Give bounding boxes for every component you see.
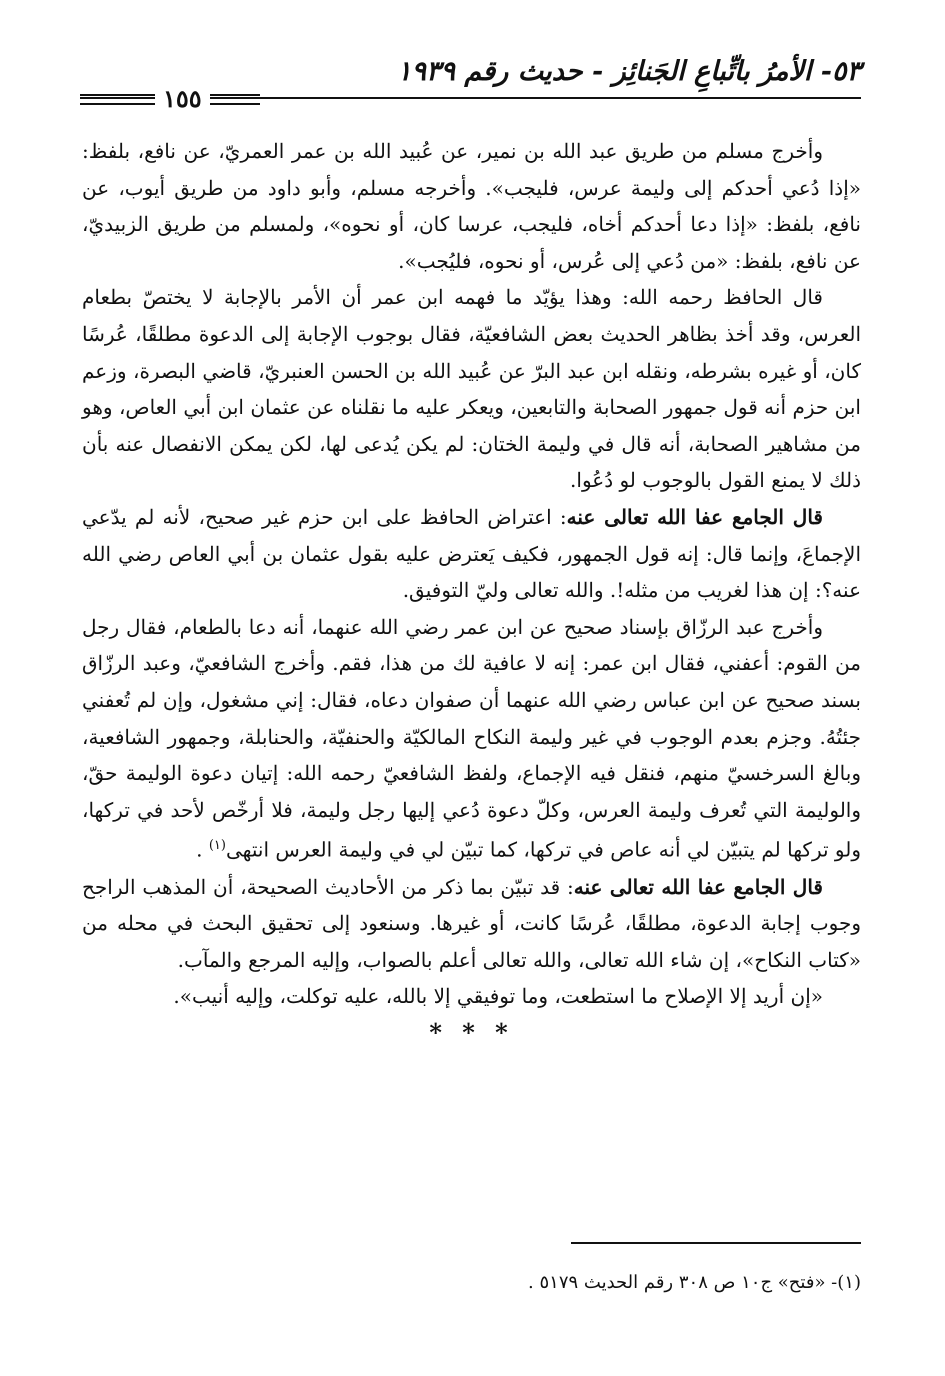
paragraph-5 — [82, 869, 861, 979]
footnote-text: (١)- «فتح» ج١٠ ص ٣٠٨ رقم الحديث ٥١٧٩ . — [528, 1272, 861, 1293]
paragraph-2 — [82, 279, 861, 499]
paragraph-2-text: قال الحافظ رحمه الله: وهذا يؤيّد ما فهمه ابن عمر أن الأمر بالإجابة لا يختصّ بطعام العرس، وقد أخذ بظاهر الحديث بعض الشافعيّة، فقال بوجوب الإجابة إلى الدعوة مطلقًا، عُرسًا كان، أو غيره بشرطه، ونقله ابن عبد البرّ عن عُبيد الله بن الحسن العنبريّ، قاضي البصرة، وزعم ابن حزم أنه قول جمهور الصحابة والتابعين، ويعكر عليه ما نقلناه عن عثمان ابن أبي العاص، وهو من مشاهير الصحابة، أنه قال في وليمة الختان: لم يكن يُدعى لها، لكن يمكن الانفصال عنه بأن ذلك لا يمنع القول بالوجوب لو دُعُوا. — [82, 285, 861, 493]
section-separator: * * * — [429, 1017, 514, 1047]
main-text — [82, 133, 861, 1049]
paragraph-4-text: وأخرج عبد الرزّاق بإسناد صحيح عن ابن عمر رضي الله عنهما، أنه دعا بالطعام، فقال رجل من القوم: أعفني، فقال ابن عمر: إنه لا عافية لك من هذا، فقم. وأخرج الشافعيّ، وعبد الرزّاق بسند صحيح عن ابن عباس رضي الله عنهما أن صفوان دعاه، فقال: إني مشغول، وإن لم تُعفني جئتُهُ. وجزم بعدم الوجوب في غير وليمة النكاح المالكيّة والحنفيّة، والحنابلة، وجمهور الشافعية، وبالغ السرخسيّ منهم، فنقل فيه الإجماع، ولفظ الشافعيّ رحمه الله: إتيان دعوة الوليمة حقّ، والوليمة التي تُعرف وليمة العرس، وكلّ دعوة دُعي إليها رجل وليمة، فلا أرخّص لأحد في تركها، ولو تركها لم يتبيّن لي أنه عاص في تركها، كما تبيّن لي في وليمة العرس انتهى — [82, 614, 862, 862]
paragraph-5-text: : قد تبيّن بما ذكر من الأحاديث الصحيحة، أن المذهب الراجح وجوب إجابة الدعوة، مطلقًا، عُرسًا كانت، أو غيرها. وسنعود إلى تحقيق البحث في محله من «كتاب النكاح»، إن شاء الله تعالى، والله تعالى أعلم بالصواب، وإليه المرجع والمآب. — [82, 874, 861, 972]
paragraph-5-heading: قال الجامع عفا الله تعالى عنه — [573, 874, 823, 899]
paragraph-1 — [82, 133, 861, 279]
running-header — [80, 56, 861, 113]
paragraph-4: وأخرج عبد الرزّاق بإسناد صحيح عن ابن عمر رضي الله عنهما، أنه دعا بالطعام، فقال رجل من القوم: أعفني، فقال ابن عمر: إنه لا عافية لك من هذا، فقم. وأخرج الشافعيّ، وعبد الرزّاق بسند صحيح عن ابن عباس رضي الله عنهما أن صفوان دعاه، فقال: إني مشغول، وإن لم تُعفني جئتُهُ. وجزم بعدم الوجوب في غير وليمة النكاح المالكيّة والحنفيّة، والحنابلة، وجمهور الشافعية، وبالغ السرخسيّ منهم، فنقل فيه الإجماع، ولفظ الشافعيّ رحمه الله: إتيان دعوة الوليمة حقّ، والوليمة التي تُعرف وليمة العرس، وكلّ دعوة دُعي إليها رجل وليمة، فلا أرخّص لأحد في تركها، ولو تركها لم يتبيّن لي أنه عاص في تركها، كما تبيّن لي في وليمة العرس انتهى$^{(١)}$ . — [82, 614, 862, 862]
paragraph-3 — [82, 499, 861, 609]
paragraph-3-heading: قال الجامع عفا الله تعالى عنه — [566, 504, 823, 529]
page-number-rule-left — [80, 94, 155, 105]
chapter-title: ٥٣- الأمرُ باتِّباعِ الجَنائِز - حديث رقم ١٩٣٩ — [397, 56, 861, 87]
page-number: ١٥٥ — [155, 89, 210, 109]
paragraph-6 — [82, 978, 861, 1015]
footnote-marker[interactable]: (١) — [208, 838, 226, 854]
page-number-rule-right — [210, 94, 260, 105]
paragraph-6-text: «إن أريد إلا الإصلاح ما استطعت، وما توفيقي إلا بالله، عليه توكلت، وإليه أنيب». — [173, 984, 823, 1009]
footnote-rule — [571, 1242, 861, 1244]
paragraph-3-text: : اعتراض الحافظ على ابن حزم غير صحيح، لأنه لم يدّعي الإجماعَ، وإنما قال: إنه قول الجمهور، فكيف يَعترض عليه بقول عثمان بن أبي العاص رضي الله عنه؟: إن هذا لغريب من مثله!. والله تعالى وليّ التوفيق. — [82, 504, 861, 603]
paragraph-1-text: وأخرج مسلم من طريق عبد الله بن نمير، عن عُبيد الله بن عمر العمريّ، عن نافع، بلفظ: «إذا دُعي أحدكم إلى وليمة عرس، فليجب». وأخرجه مسلم، وأبو داود من طريق أيوب، عن نافع، بلفظ: «إذا دعا أحدكم أخاه، فليجب، عرسا كان، أو نحوه»، ولمسلم من طريق الزبيديّ، عن نافع، بلفظ: «من دُعي إلى عُرس، أو نحوه، فليُجب». — [82, 139, 861, 273]
page-number-block — [80, 84, 260, 113]
